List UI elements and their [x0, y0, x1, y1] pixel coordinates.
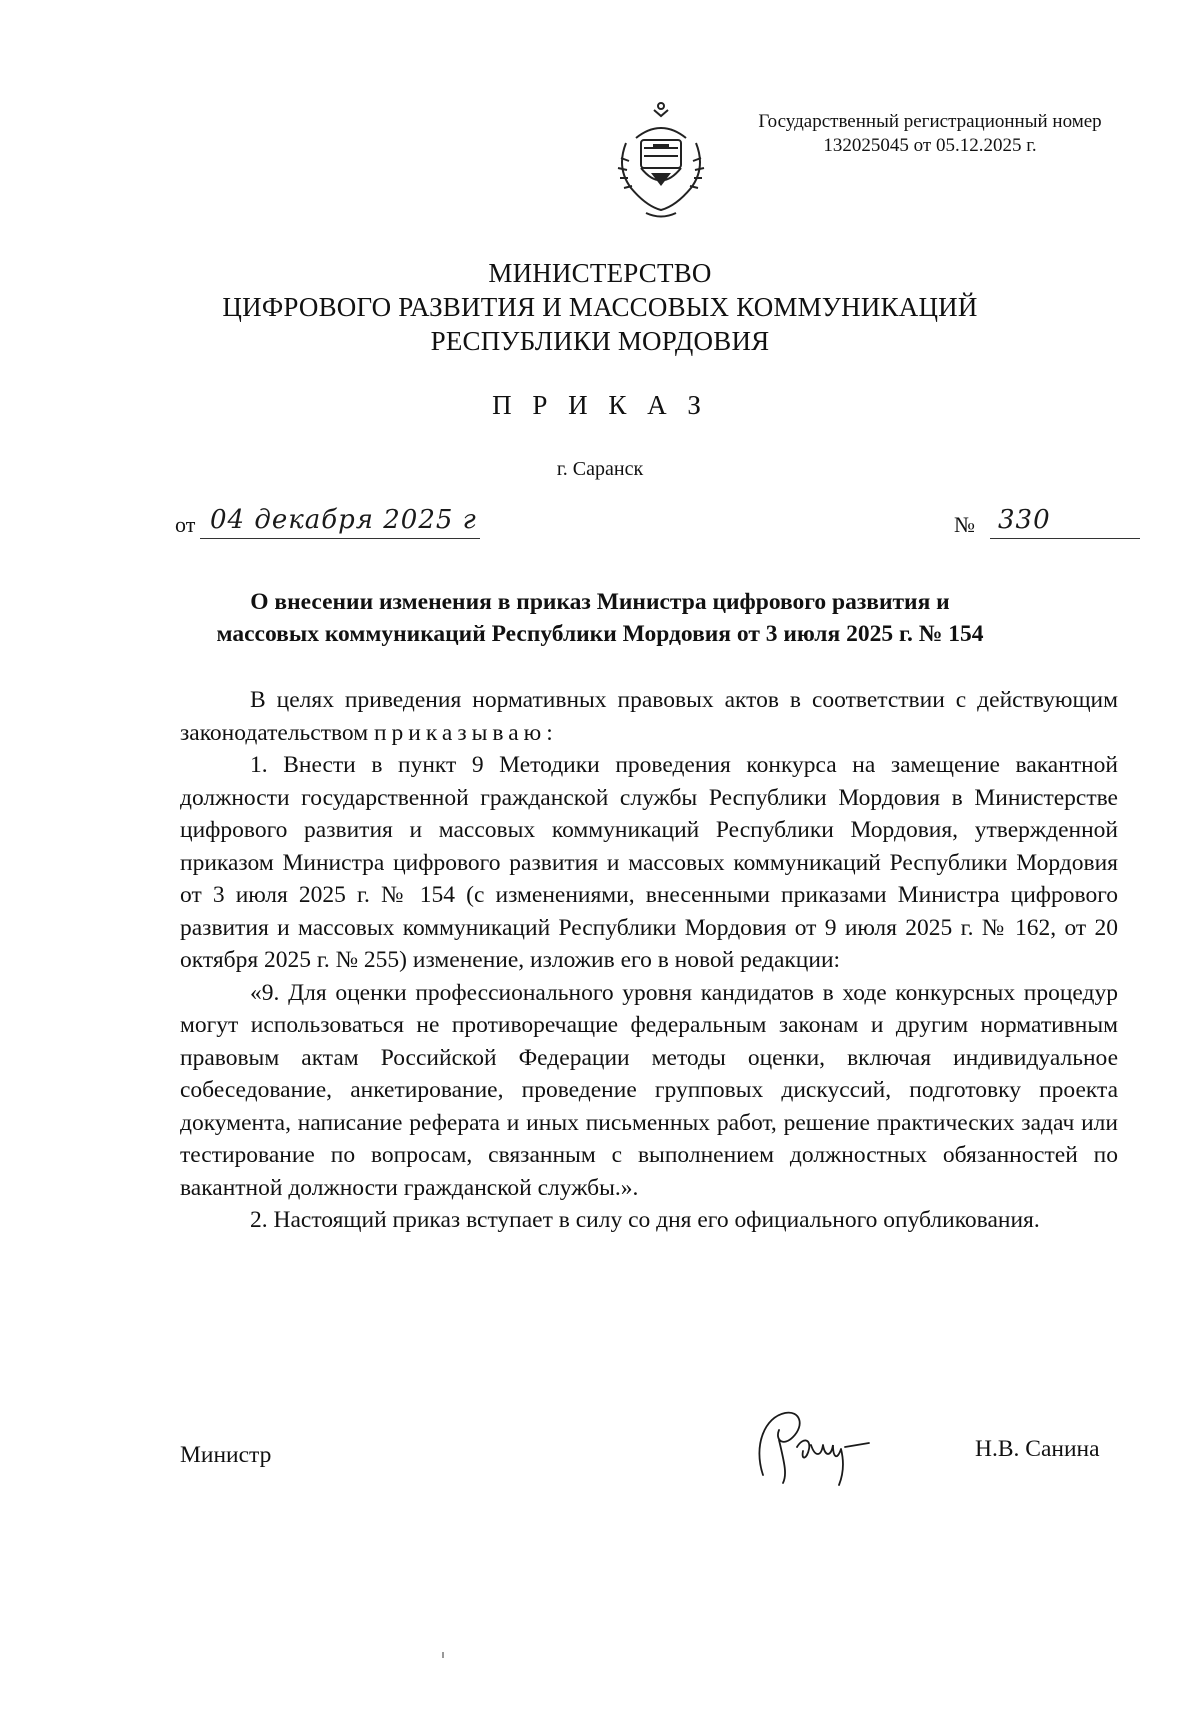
handwritten-signature-icon: [745, 1395, 895, 1490]
ministry-header: [0, 256, 1200, 358]
city: г. Саранск: [556, 458, 644, 480]
paragraph-preamble: [180, 684, 1118, 749]
scan-speck: [442, 1652, 444, 1658]
registration-number: [730, 110, 1130, 158]
order-subject: [150, 586, 1050, 650]
date-handwritten: 04 декабря 2025 г: [210, 505, 477, 535]
ministry-line-2: ЦИФРОВОГО РАЗВИТИЯ И МАССОВЫХ КОММУНИКАЦИЙ: [222, 292, 978, 322]
coat-of-arms-icon: [606, 98, 716, 228]
subject-line-1: О внесении изменения в приказ Министра цифрового развития и: [250, 589, 950, 615]
registration-line-2: 132025045 от 05.12.2025 г.: [823, 135, 1037, 156]
date-underline: [200, 538, 480, 539]
paragraph-new-edition: «9. Для оценки профессионального уровня кандидатов в ходе конкурсных процедур могут использоваться не противоречащие федеральным законам и другим нормативным правовым актам Российской Федерации методы оценки, включая индивидуальное собеседование, анкетирование, проведение групповых дискуссий, подготовку проекта документа, написание реферата и иных письменных работ, решение практических задач или тестирование по вопросам, связанным с выполнением должностных обязанностей по вакантной должности гражданской службы.».: [180, 979, 1118, 1201]
number-prefix: №: [954, 512, 975, 537]
ministry-line-1: МИНИСТЕРСТВО: [488, 258, 712, 288]
ministry-line-3: РЕСПУБЛИКИ МОРДОВИЯ: [430, 326, 770, 356]
preamble-text: В целях приведения нормативных правовых актов в соответствии с действующим законодательством: [180, 687, 1118, 746]
signatory-title: Министр: [180, 1442, 272, 1468]
registration-line-1: Государственный регистрационный номер: [758, 111, 1102, 132]
signatory-name: Н.В. Санина: [975, 1436, 1100, 1462]
subject-line-2: массовых коммуникаций Республики Мордовия от 3 июля 2025 г. № 154: [216, 621, 984, 647]
number-underline: [990, 538, 1140, 539]
preamble-order-word: приказываю: [373, 719, 547, 746]
number-handwritten: 330: [998, 505, 1051, 535]
order-body: [180, 684, 1118, 1237]
paragraph-item-1: 1. Внести в пункт 9 Методики проведения конкурса на замещение вакантной должности государственной гражданской службы Республики Мордовия в Министерстве цифрового развития и массовых коммуникаций Республики Мордовия, утвержденной приказом Министра цифрового развития и массовых коммуникаций Республики Мордовия от 3 июля 2025 г. № 154 (с изменениями, внесенными приказами Министра цифрового развития и массовых коммуникаций Республики Мордовия от 9 июля 2025 г. № 162, от 20 октября 2025 г. № 255) изменение, изложив его в новой редакции:: [180, 752, 1118, 973]
order-title: П Р И К А З: [492, 390, 708, 420]
paragraph-item-2: 2. Настоящий приказ вступает в силу со дня его официального опубликования.: [250, 1207, 1040, 1233]
preamble-colon: :: [546, 719, 553, 746]
date-prefix: от: [175, 512, 196, 537]
